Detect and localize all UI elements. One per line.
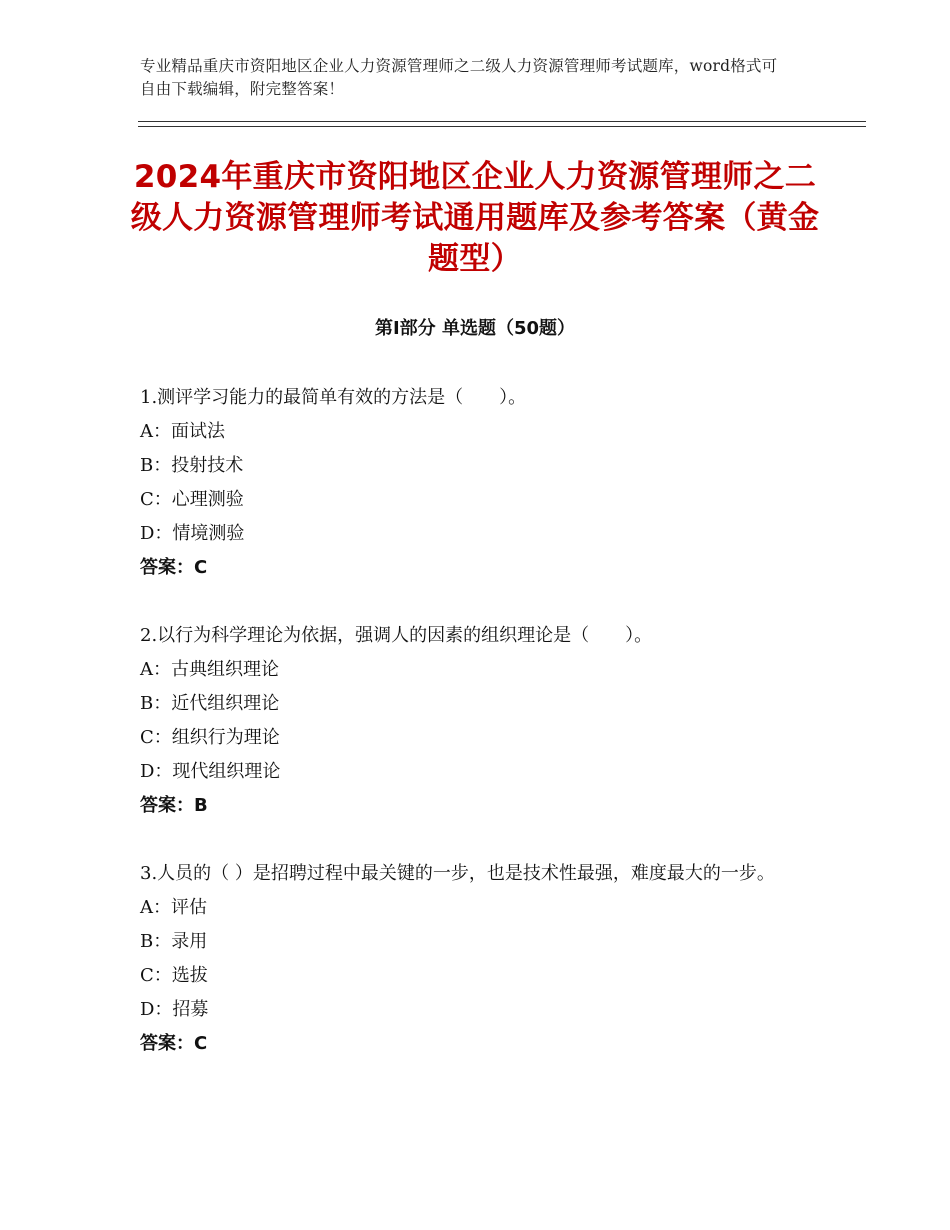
option-c: C：组织行为理论 <box>140 727 280 748</box>
header-note: 专业精品重庆市资阳地区企业人力资源管理师之二级人力资源管理师考试题库，word格式可自由下载编辑，附完整答案！ <box>140 57 778 98</box>
answer: 答案：B <box>140 795 208 816</box>
option-a: A：面试法 <box>140 421 225 442</box>
option-b: B：录用 <box>140 931 208 952</box>
section-title: 第Ⅰ部分 单选题（50题） <box>374 318 575 339</box>
question-stem: 3.人员的（ ）是招聘过程中最关键的一步，也是技术性最强，难度最大的一步。 <box>140 863 775 884</box>
option-b: B：近代组织理论 <box>140 693 280 714</box>
document-title: 2024年重庆市资阳地区企业人力资源管理师之二级人力资源管理师考试通用题库及参考答案（黄金题型） <box>130 159 820 277</box>
option-d: D：招募 <box>140 999 209 1020</box>
option-b: B：投射技术 <box>140 455 244 476</box>
answer: 答案：C <box>140 1033 208 1054</box>
question-stem: 1.测评学习能力的最简单有效的方法是（ ）。 <box>140 387 527 408</box>
header-rule-bottom <box>138 126 866 127</box>
answer: 答案：C <box>140 557 208 578</box>
question-3 <box>140 857 820 1061</box>
question-1 <box>140 381 820 585</box>
option-d: D：情境测验 <box>140 523 245 544</box>
option-a: A：评估 <box>140 897 207 918</box>
option-c: C：心理测验 <box>140 489 244 510</box>
option-d: D：现代组织理论 <box>140 761 281 782</box>
question-2 <box>140 619 820 823</box>
header-rule-top <box>138 121 866 122</box>
option-c: C：选拔 <box>140 965 208 986</box>
question-stem: 2.以行为科学理论为依据，强调人的因素的组织理论是（ ）。 <box>140 625 653 646</box>
option-a: A：古典组织理论 <box>140 659 279 680</box>
